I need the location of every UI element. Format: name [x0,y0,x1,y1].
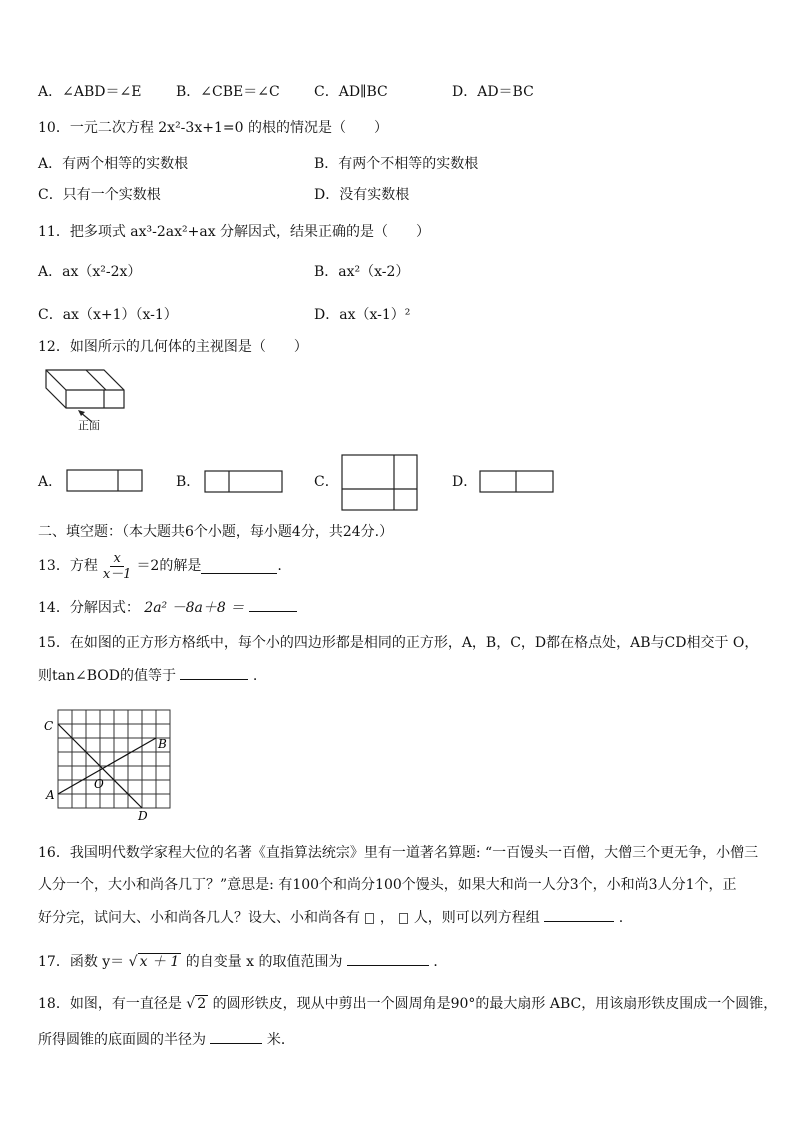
q12-option-b-figure [204,470,284,494]
q16-variable-x-box [365,913,374,924]
q16-line3-text-c: 人，则可以列方程组 [413,910,540,926]
q18-answer-blank[interactable] [210,1029,262,1044]
q17-radicand: x ＋ 1 [139,954,180,970]
q18-line1 [38,994,777,1014]
q14-prefix: 14．分解因式： [38,600,140,616]
q18-line2-text-b: 米． [266,1032,295,1048]
q14-expression: 2a² －8a＋8 ＝ [144,600,245,616]
q12-option-c-figure [341,454,419,512]
q10-option-d: D．没有实数根 [314,187,410,203]
q16-line2: 人分一个，大小和尚各几丁？”意思是: 有100个和尚分100个馒头，如果大和尚一人分3个，小和尚3人分1个，正 [38,877,737,893]
q10-option-b: B．有两个不相等的实数根 [314,156,479,172]
q15-grid-figure [42,704,178,824]
q17-suffix: 的自变量 x 的取值范围为 [185,954,343,970]
q16-answer-blank[interactable] [544,907,614,922]
q16-variable-y-box [399,913,408,924]
q14-line [38,597,297,618]
q11-option-c: C．ax（x+1）（x-1） [38,307,178,323]
q15-line1: 15．在如图的正方形方格纸中，每个小的四边形都是相同的正方形，A，B，C，D都在格点处，AB与CD相交于 O， [38,635,759,651]
q13-answer-blank[interactable] [201,559,277,574]
q9-option-b: B．∠CBE＝∠C [176,84,280,100]
q9-option-d: D．AD＝BC [452,84,534,100]
q9-option-a: A．∠ABD＝∠E [38,84,142,100]
q18-line2 [38,1029,295,1050]
q15-line2: 则tan∠BOD的值等于 . [38,665,257,686]
q16-line3-text-b: ， [379,910,394,926]
q13-denominator: x－1 [102,566,132,582]
q18-sqrt: √ 2 [186,996,207,1012]
q11-stem: 11．把多项式 ax³-2ax²+ax 分解因式，结果正确的是（ ） [38,224,431,240]
q10-option-c: C．只有一个实数根 [38,187,161,203]
q16-line3-text-a: 好分完，试问大、小和尚各几人？设大、小和尚各有 [38,910,360,926]
q15-label-b: B [158,737,167,751]
section-title-fill-in: 二、填空题：（本大题共6个小题，每小题4分，共24分.） [38,524,394,540]
q15-label-o: O [94,777,104,791]
q12-front-label: 正面 [78,419,100,432]
q15-answer-blank[interactable] [180,665,248,680]
q17-sqrt: √ x ＋ 1 [128,954,180,970]
q13-suffix: 的解是 [159,558,202,574]
q12-option-c: C． [314,474,339,490]
q13-equals: ＝2 [136,558,160,574]
q17-line: 17．函数 y＝ √ x ＋ 1 的自变量 x 的取值范围为 ． [38,951,447,972]
q11-option-a: A．ax（x²-2x） [38,264,142,280]
q12-option-b: B． [176,474,201,490]
q15-label-c: C [44,719,54,733]
q11-option-b: B．ax²（x-2） [314,264,410,280]
q15-label-d: D [138,809,148,823]
q14-answer-blank[interactable] [249,597,297,612]
q10-option-a: A．有两个相等的实数根 [38,156,189,172]
q18-radicand: 2 [197,996,207,1012]
q17-answer-blank[interactable] [347,951,429,966]
q16-line3: 好分完，试问大、小和尚各几人？设大、小和尚各有 ， 人，则可以列方程组 . [38,907,623,928]
q13-fraction [100,551,135,582]
q17-prefix: 17．函数 y＝ [38,954,125,970]
q9-option-c: C．AD∥BC [314,84,388,100]
q12-option-d-figure [479,470,555,494]
q15-label-a: A [46,788,55,802]
q12-stem: 12．如图所示的几何体的主视图是（ ） [38,339,308,355]
q18-suffix: 的圆形铁皮，现从中剪出一个圆周角是90°的最大扇形 ABC，用该扇形铁皮围成一个圆锥， [212,996,778,1012]
q12-option-d: D． [452,474,478,490]
q11-option-d: D．ax（x-1）² [314,307,411,323]
q13-prefix: 13．方程 [38,558,98,574]
q15-line2-text: 则tan∠BOD的值等于 [38,668,176,684]
q13-line: 13．方程 $\frac{x}{x-1}$ ＝2 的解是 . [38,550,282,582]
q18-prefix: 18．如图，有一直径是 [38,996,182,1012]
q18-line2-text-a: 所得圆锥的底面圆的半径为 [38,1032,206,1048]
q16-line1: 16．我国明代数学家程大位的名著《直指算法统宗》里有一道著名算题: “一百馒头一百僧，大僧三个更无争，小僧三 [38,845,759,861]
q13-numerator: x [110,551,123,567]
q12-option-a-figure [66,469,144,493]
q12-option-a: A． [38,474,63,490]
q10-stem: 10．一元二次方程 2x²-3x+1=0 的根的情况是（ ） [38,120,388,136]
